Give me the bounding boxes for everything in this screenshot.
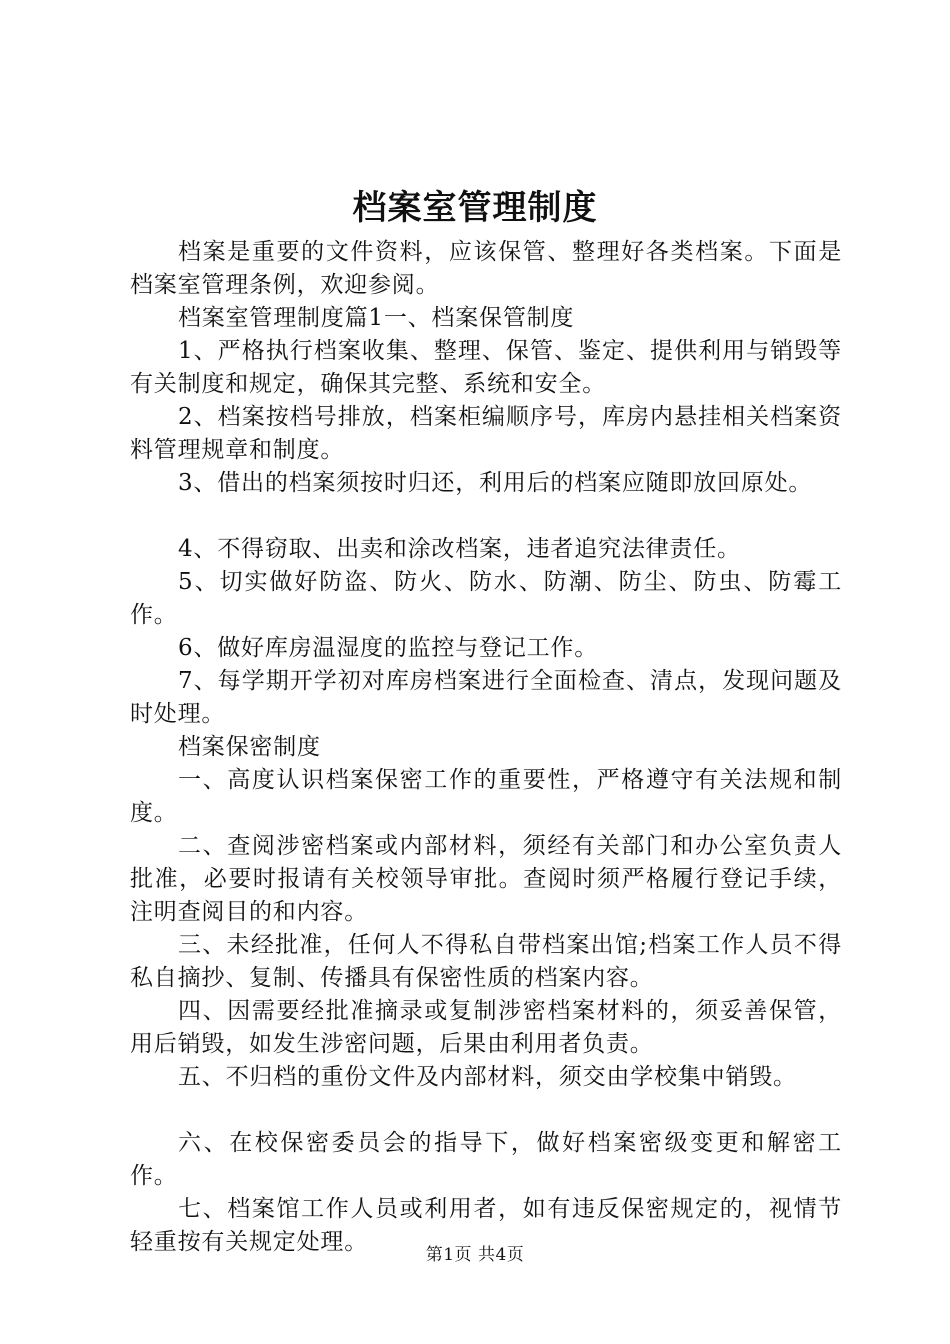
paragraph-secrecy-7: 七、档案馆工作人员或利用者，如有违反保密规定的，视情节轻重按有关规定处理。 — [130, 1196, 842, 1255]
page-footer: 第1页 共4页 — [425, 1245, 525, 1265]
paragraph-rule-2: 2、档案按档号排放，档案柜编顺序号，库房内悬挂相关档案资料管理规章和制度。 — [130, 404, 842, 463]
paragraph-secrecy-4: 四、因需要经批准摘录或复制涉密档案材料的，须妥善保管，用后销毁，如发生涉密问题，后果由利用者负责。 — [130, 998, 842, 1057]
document-body — [130, 236, 842, 1259]
paragraph-secrecy-2: 二、查阅涉密档案或内部材料，须经有关部门和办公室负责人批准，必要时报请有关校领导审批。查阅时须严格履行登记手续，注明查阅目的和内容。 — [130, 833, 842, 925]
blank-line — [130, 500, 842, 533]
paragraph-heading-storage: 档案室管理制度篇1一、档案保管制度 — [178, 305, 575, 331]
paragraph-secrecy-5: 五、不归档的重份文件及内部材料，须交由学校集中销毁。 — [178, 1064, 797, 1090]
paragraph-rule-5: 5、切实做好防盗、防火、防水、防潮、防尘、防虫、防霉工作。 — [130, 569, 842, 628]
paragraph-heading-secrecy: 档案保密制度 — [178, 734, 321, 760]
blank-line — [130, 1094, 842, 1127]
paragraph-rule-7: 7、每学期开学初对库房档案进行全面检查、清点，发现问题及时处理。 — [130, 668, 842, 727]
paragraph-intro: 档案是重要的文件资料，应该保管、整理好各类档案。下面是档案室管理条例，欢迎参阅。 — [130, 239, 842, 298]
document-title: 档案室管理制度 — [352, 188, 598, 228]
paragraph-secrecy-6: 六、在校保密委员会的指导下，做好档案密级变更和解密工作。 — [130, 1130, 842, 1189]
paragraph-rule-1: 1、严格执行档案收集、整理、保管、鉴定、提供利用与销毁等有关制度和规定，确保其完整、系统和安全。 — [130, 338, 842, 397]
paragraph-rule-3: 3、借出的档案须按时归还，利用后的档案应随即放回原处。 — [178, 470, 813, 496]
paragraph-rule-6: 6、做好库房温湿度的监控与登记工作。 — [178, 635, 599, 661]
paragraph-rule-4: 4、不得窃取、出卖和涂改档案，违者追究法律责任。 — [178, 536, 741, 562]
paragraph-secrecy-1: 一、高度认识档案保密工作的重要性，严格遵守有关法规和制度。 — [130, 767, 842, 826]
paragraph-secrecy-3: 三、未经批准，任何人不得私自带档案出馆;档案工作人员不得私自摘抄、复制、传播具有保密性质的档案内容。 — [130, 932, 842, 991]
